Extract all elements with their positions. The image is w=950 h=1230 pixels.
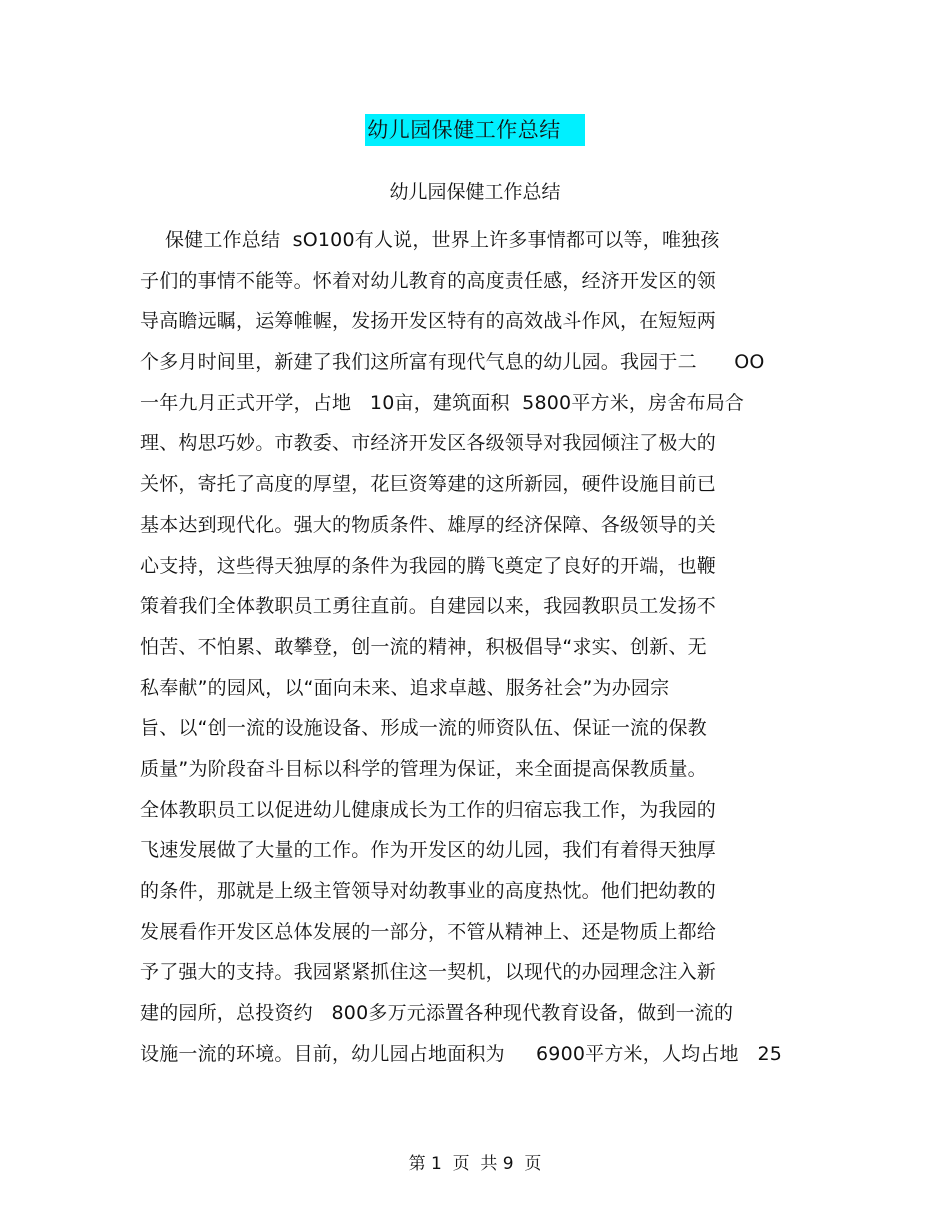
text-line: 发展看作开发区总体发展的一部分，不管从精神上、还是物质上都给 xyxy=(140,920,717,943)
text-line: 怕苦、不怕累、敢攀登，创一流的精神，积极倡导“求实、创新、无 xyxy=(140,635,707,658)
title-container xyxy=(0,114,950,146)
text-line: 私奉献”的园风，以“面向未来、追求卓越、服务社会”为办园宗 xyxy=(140,676,670,699)
text-line: 心支持，这些得天独厚的条件为我园的腾飞奠定了良好的开端，也鞭 xyxy=(140,554,717,577)
text-line: 设施一流的环境。目前，幼儿园占地面积为 6900平方米，人均占地 25 xyxy=(140,1042,783,1065)
text-line: 质量”为阶段奋斗目标以科学的管理为保证，来全面提高保教质量。 xyxy=(140,757,707,780)
text-line: 一年九月正式开学，占地 10亩，建筑面积 5800平方米，房舍布局合 xyxy=(140,391,745,414)
document-subtitle: 幼儿园保健工作总结 xyxy=(389,181,561,203)
text-line: 予了强大的支持。我园紧紧抓住这一契机，以现代的办园理念注入新 xyxy=(140,961,717,984)
text-line: 全体教职员工以促进幼儿健康成长为工作的归宿忘我工作，为我园的 xyxy=(140,798,717,821)
text-line: 策着我们全体教职员工勇往直前。自建园以来，我园教职员工发扬不 xyxy=(140,595,717,618)
text-line: 基本达到现代化。强大的物质条件、雄厚的经济保障、各级领导的关 xyxy=(140,513,717,536)
document-title: 幼儿园保健工作总结 xyxy=(365,114,585,146)
text-line: 导高瞻远瞩，运筹帷幄，发扬开发区特有的高效战斗作风，在短短两 xyxy=(140,310,717,333)
text-line: 子们的事情不能等。怀着对幼儿教育的高度责任感，经济开发区的领 xyxy=(140,269,717,292)
page-number-footer: 第 1 页 共 9 页 xyxy=(408,1154,542,1174)
text-line: 保健工作总结 sO100有人说，世界上许多事情都可以等，唯独孩 xyxy=(140,229,720,251)
text-line: 关怀，寄托了高度的厚望，花巨资筹建的这所新园，硬件设施目前已 xyxy=(140,473,717,496)
text-line: 建的园所，总投资约 800多万元添置各种现代教育设备，做到一流的 xyxy=(140,1002,734,1025)
text-line: 个多月时间里，新建了我们这所富有现代气息的幼儿园。我园于二 OO xyxy=(140,351,765,374)
text-line: 的条件，那就是上级主管领导对幼教事业的高度热忱。他们把幼教的 xyxy=(140,880,717,902)
body-text xyxy=(140,220,820,1074)
text-line: 飞速发展做了大量的工作。作为开发区的幼儿园，我们有着得天独厚 xyxy=(140,839,717,862)
text-line: 旨、以“创一流的设施设备、形成一流的师资队伍、保证一流的保教 xyxy=(140,717,707,740)
text-line: 理、构思巧妙。市教委、市经济开发区各级领导对我园倾注了极大的 xyxy=(140,432,717,455)
